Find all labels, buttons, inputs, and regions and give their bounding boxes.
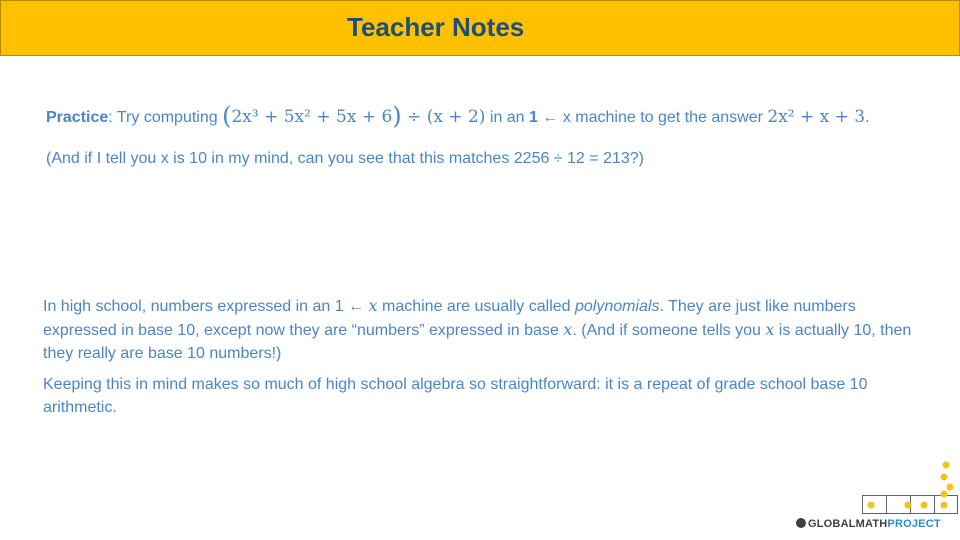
practice-line (46, 102, 926, 132)
polynomials-term: polynomials (574, 298, 660, 315)
page-title: Teacher Notes (347, 12, 525, 42)
practice-text-2: in an (485, 109, 530, 126)
para1-part1: In high school, numbers expressed in an 1 ← (43, 298, 369, 315)
polynomials-paragraph (43, 294, 913, 365)
para1-part2: machine are usually called (377, 298, 575, 315)
para1-part3: . They are just like numbers expressed in base 10, except now they are “numbers” expressed in base (43, 298, 856, 339)
dividend-expression: 2x³ + 5x² + 5x + 6 (231, 107, 393, 127)
expr-close-paren: ) (392, 102, 402, 130)
practice-label: Practice (46, 109, 109, 126)
para1-part5: is actually 10, then they really are base 10 numbers!) (43, 322, 912, 362)
practice-text-1: : Try computing (108, 109, 223, 126)
answer-expression: 2x² + x + 3 (767, 107, 866, 127)
check-note: (And if I tell you x is 10 in my mind, can you see that this matches 2256 ÷ 12 = 213?) (46, 150, 644, 167)
globe-icon (796, 518, 806, 528)
variable-x: x (368, 296, 378, 315)
machine-arrow: ← x (537, 109, 571, 126)
expr-open-paren: ( (222, 102, 232, 130)
global-math-project-logo: GLOBALMATHPROJECT (796, 518, 941, 530)
header-bar (0, 0, 960, 56)
algebra-paragraph: Keeping this in mind makes so much of high school algebra so straightforward: it is a repeat of grade school base 10 arithmetic. (43, 376, 868, 416)
practice-period: . (865, 109, 870, 126)
divisor-expression: ÷ (x + 2) (401, 107, 486, 127)
variable-x: x (563, 320, 573, 339)
machine-one: 1 (529, 109, 538, 126)
practice-text-3: machine to get the answer (570, 109, 768, 126)
variable-x: x (765, 320, 775, 339)
para1-part4: . (And if someone tells you (572, 322, 766, 339)
logo-dots-icon (936, 460, 956, 500)
